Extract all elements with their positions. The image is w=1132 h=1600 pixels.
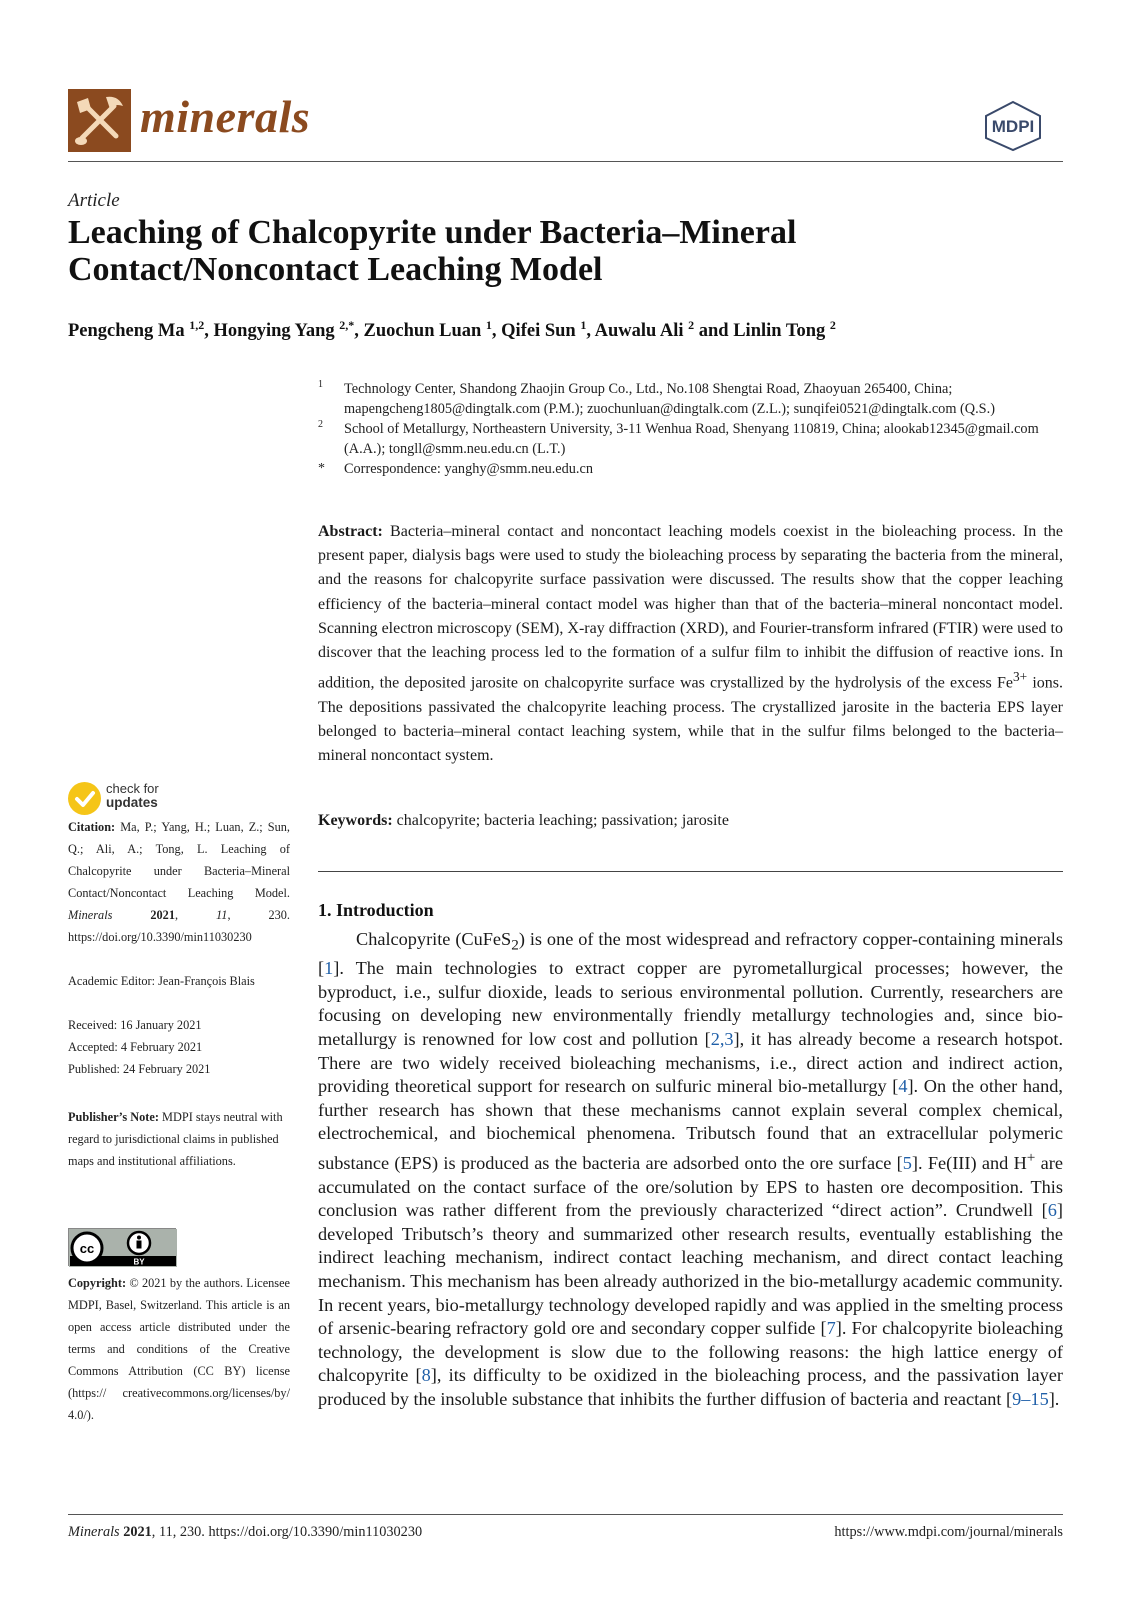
citation-label: Citation:: [68, 820, 116, 834]
body-text: ]. Fe(III) and H: [911, 1153, 1027, 1174]
author-name[interactable]: Linlin Tong: [733, 321, 830, 342]
introduction-body: [318, 928, 1063, 1412]
body-text: Chalcopyrite (CuFeS: [356, 929, 512, 949]
reference-link[interactable]: 2,3: [710, 1029, 734, 1050]
journal-logo-icon: [68, 89, 131, 152]
body-text: ].: [1048, 1389, 1060, 1410]
affiliations: [318, 379, 1063, 479]
body-text: ]. For chalcopyrite bioleaching technology, the development is slow due to the following reasons: the high lattice energy of chalcopyrite [: [318, 1318, 1063, 1386]
citation-volume: 11: [216, 908, 228, 922]
check-mark-icon: [68, 782, 101, 815]
superscript: +: [1026, 1149, 1036, 1166]
check-updates-line2: updates: [106, 795, 158, 810]
author-separator: ,: [586, 321, 595, 342]
citation-journal: Minerals: [68, 908, 113, 922]
author-separator: ,: [354, 321, 364, 342]
reference-link[interactable]: 4: [898, 1076, 908, 1097]
body-text: ], it has already become a research hotspot. There are two widely received bioleaching mechanisms, i.e., direct action and indirect action, providing theoretical support for research on sulfuric mineral bio-metallurgy [: [318, 1029, 1064, 1097]
author-name[interactable]: Qifei Sun: [501, 321, 581, 342]
body-text: ]. On the other hand, further research has shown that these mechanisms cannot explain several complex chemical, electrochemical, and biochemical phenomena. Tributsch found that an extracellular polymeric substance (EPS) is produced as the bacteria are adsorbed onto the ore surface [: [318, 1076, 1063, 1174]
keywords-label: Keywords:: [318, 812, 393, 829]
body-text: ) is one of the most widespread and refractory copper-containing minerals [: [318, 929, 1063, 979]
footer-doi[interactable]: , 11, 230. https://doi.org/10.3390/min11030230: [151, 1524, 423, 1540]
author-separator: ,: [491, 321, 502, 342]
author-affiliation-mark: 2: [688, 318, 695, 332]
article-type: Article: [68, 190, 120, 211]
author-affiliation-mark: 2: [829, 318, 836, 332]
affiliation-item: [318, 379, 1063, 419]
footer-divider: [68, 1514, 1063, 1515]
publisher-note: [68, 1106, 290, 1172]
reference-link[interactable]: 5: [902, 1153, 912, 1174]
keywords-text: chalcopyrite; bacteria leaching; passivation; jarosite: [392, 812, 729, 829]
reference-link[interactable]: 9–15: [1012, 1389, 1049, 1410]
published-date: Published: 24 February 2021: [68, 1062, 211, 1076]
author-name[interactable]: Zuochun Luan: [363, 321, 486, 342]
author-separator: ,: [204, 321, 214, 342]
publisher-note-text: MDPI stays neutral with regard to jurisdictional claims in published maps and institutional affiliations.: [68, 1110, 283, 1168]
check-for-updates-button[interactable]: [68, 782, 198, 818]
cc-badge-label: BY: [133, 1257, 145, 1267]
check-updates-line1: check for: [106, 781, 159, 796]
reference-link[interactable]: 6: [1047, 1200, 1057, 1221]
reference-link[interactable]: 8: [421, 1365, 431, 1386]
introduction-paragraph: [318, 928, 1063, 1412]
affiliation-text: Technology Center, Shandong Zhaojin Group Co., Ltd., No.108 Shengtai Road, Zhaoyuan 265400, China; mapengcheng1805@dingtalk.com (P.M.); zuochunluan@dingtalk.com (Z.L.); sunqifei0521@dingtalk.com (Q.S.): [344, 381, 995, 417]
publication-dates: [68, 1014, 290, 1080]
affiliation-mark: *: [318, 461, 325, 476]
author-name[interactable]: Auwalu Ali: [594, 321, 689, 342]
body-text: ]. The main technologies to extract copper are pyrometallurgical processes; however, the byproduct, i.e., sulfur dioxide, leads to serious environmental pollution. Currently, researchers are focusing on developing new environmentally friendly metallurgy technologies and, since bio-metallurgy is renowned for low cost and pollution [: [318, 958, 1063, 1050]
author-separator: and: [694, 321, 734, 342]
article-title: Leaching of Chalcopyrite under Bacteria–Mineral Contact/Noncontact Leaching Model: [68, 214, 797, 288]
affiliation-mark: 2: [318, 419, 323, 430]
author-name[interactable]: Hongying Yang: [213, 321, 340, 342]
copyright-text: © 2021 by the authors. Licensee MDPI, Basel, Switzerland. This article is an open access article distributed under the terms and conditions of the Creative Commons Attribution (CC BY) license (https:// creativecommons.org/licenses/by/ 4.0/).: [68, 1276, 290, 1422]
affiliation-text: School of Metallurgy, Northeastern University, 3-11 Wenhua Road, Shenyang 110819, China; alookab12345@gmail.com (A.A.); tongll@smm.neu.edu.cn (L.T.): [344, 421, 1039, 457]
footer-citation: [68, 1524, 422, 1541]
header-divider: [68, 161, 1063, 162]
mdpi-logo[interactable]: [982, 100, 1044, 152]
abstract-text: Bacteria–mineral contact and noncontact leaching models coexist in the bioleaching process. In the present paper, dialysis bags were used to study the bioleaching process by separating the bacteria from the mineral, and the reasons for chalcopyrite surface passivation were discussed. The results show that the copper leaching efficiency of the bacteria–mineral contact model was higher than that of the bacteria–mineral noncontact model. Scanning electron microscopy (SEM), X-ray diffraction (XRD), and Fourier-transform infrared (FTIR) were used to discover that the leaching process led to the formation of a sulfur film to inhibit the diffusion of reactive ions. In addition, the deposited jarosite on chalcopyrite surface was crystallized by the hydrolysis of the excess Fe: [318, 523, 1063, 692]
footer-journal-url[interactable]: https://www.mdpi.com/journal/minerals: [834, 1524, 1063, 1540]
body-text: are accumulated on the contact surface of the ore/solution by EPS to hasten ore decomposition. This conclusion was rather different from the previously characterized “direct action”. Crundwell [: [318, 1153, 1063, 1221]
affiliation-mark: 1: [318, 379, 323, 390]
citation-doi[interactable]: , 230. https://doi.org/10.3390/min11030230: [68, 908, 291, 944]
author-affiliation-mark: 1: [580, 318, 587, 332]
svg-text:cc: cc: [79, 1241, 95, 1256]
copyright-label: Copyright:: [68, 1276, 127, 1290]
check-updates-label: [106, 782, 159, 810]
received-date: Received: 16 January 2021: [68, 1018, 202, 1032]
reference-link[interactable]: 7: [826, 1318, 836, 1339]
reference-link[interactable]: 1: [324, 958, 334, 979]
affiliation-item: [318, 419, 1063, 459]
subscript: 2: [511, 936, 519, 954]
mdpi-logo-text: MDPI: [991, 117, 1035, 136]
author-affiliation-mark: 1: [485, 318, 492, 332]
body-text: ], its difficulty to be oxidized in the bioleaching process, and the passivation layer produced by the insoluble substance that inhibits the further diffusion of bacteria and reactant [: [318, 1365, 1063, 1410]
footer-year: 2021: [119, 1524, 152, 1540]
citation-block: [68, 816, 290, 948]
section-heading: 1. Introduction: [318, 900, 434, 920]
abstract-label: Abstract:: [318, 523, 383, 540]
author-affiliation-mark: 1,2: [189, 318, 205, 332]
affiliation-text: Correspondence: yanghy@smm.neu.edu.cn: [344, 461, 594, 477]
abstract-text-end: ions. The depositions passivated the chalcopyrite leaching process. The crystallized jarosite in the bacteria EPS layer belonged to bacteria–mineral contact leaching system, while that in the sulfur films belonged to the bacteria–mineral noncontact system.: [318, 674, 1063, 765]
footer-journal: Minerals: [68, 1524, 120, 1540]
cc-by-license-badge[interactable]: [68, 1228, 176, 1266]
affiliation-item: [318, 459, 1063, 479]
abstract: [318, 520, 1063, 768]
section-divider: [318, 871, 1063, 872]
publisher-note-label: Publisher’s Note:: [68, 1110, 159, 1124]
academic-editor: Academic Editor: Jean-François Blais: [68, 974, 255, 988]
keywords: [318, 809, 1063, 833]
copyright-notice: [68, 1272, 290, 1426]
body-text: ] developed Tributsch’s theory and summarized other research results, eventually establishing the indirect leaching mechanism, indirect contact leaching mechanism, and direct contact leaching mechanism. This mechanism has been already authorized in the bio-metallurgy academic community. In recent years, bio-metallurgy technology developed rapidly and was applied in the smelting process of arsenic-bearing refractory gold ore and secondary copper sulfide [: [318, 1200, 1063, 1339]
journal-name: minerals: [140, 91, 311, 142]
author-list: [68, 318, 836, 342]
author-name[interactable]: Pengcheng Ma: [68, 321, 190, 342]
abstract-superscript: 3+: [1012, 669, 1028, 685]
citation-year: 2021: [112, 908, 175, 922]
citation-text: Ma, P.; Yang, H.; Luan, Z.; Sun, Q.; Ali, A.; Tong, L. Leaching of Chalcopyrite under Bacteria–Mineral Contact/Noncontact Leaching Model.: [68, 820, 290, 900]
author-affiliation-mark: 2,*: [339, 318, 355, 332]
accepted-date: Accepted: 4 February 2021: [68, 1040, 203, 1054]
citation-separator: ,: [174, 908, 217, 922]
